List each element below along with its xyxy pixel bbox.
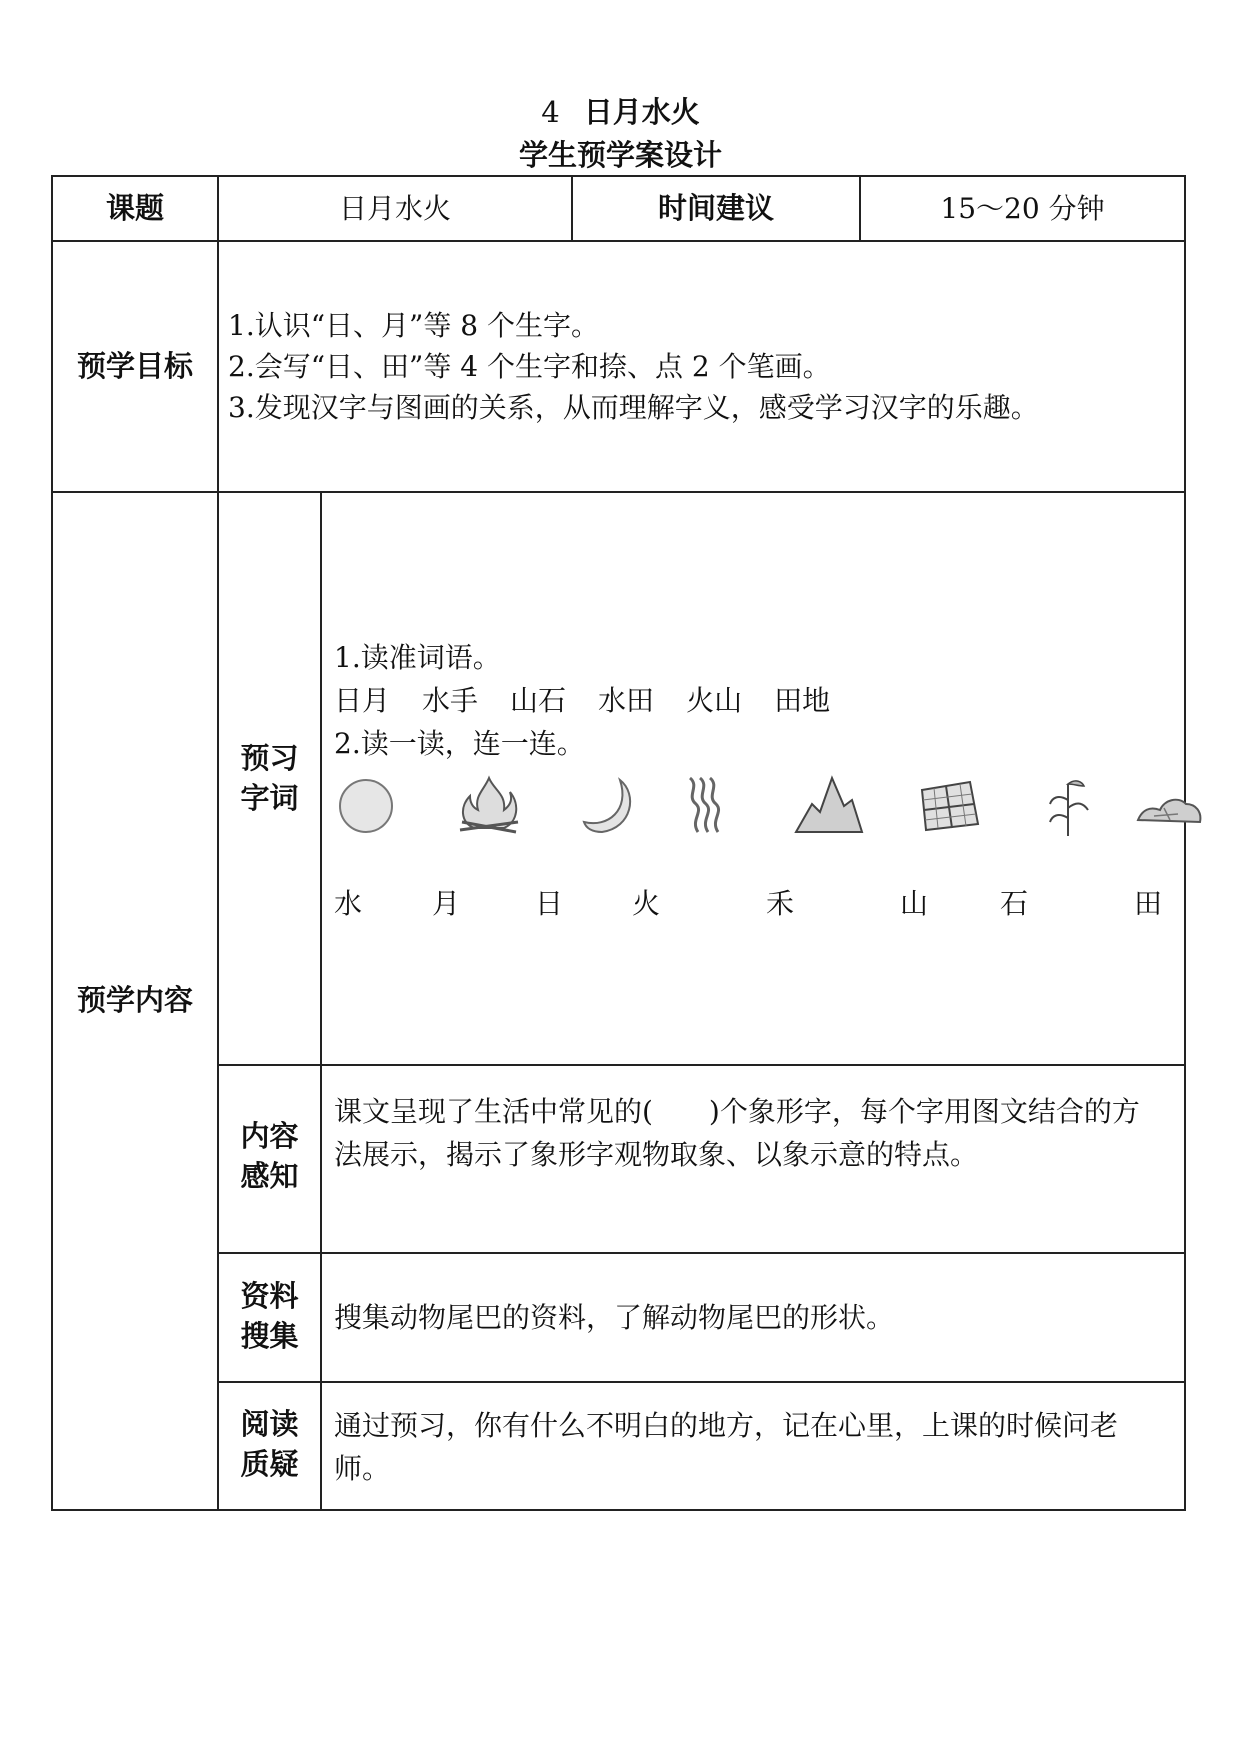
- grain-plant-icon: [1034, 770, 1104, 840]
- word-item: 日月: [334, 684, 391, 717]
- field-icon: [914, 770, 984, 840]
- mountain-icon: [794, 770, 864, 840]
- perception-label-line1: 内容: [240, 1119, 299, 1153]
- word-item: 火山: [686, 684, 743, 717]
- character-item: 田: [1134, 887, 1163, 920]
- preview-label: [219, 738, 320, 818]
- matching-characters: [0, 882, 1241, 922]
- word-item: 山石: [510, 684, 567, 717]
- topic-value: 日月水火: [338, 192, 451, 225]
- topic-label: 课题: [105, 191, 164, 225]
- character-item: 山: [900, 887, 929, 920]
- question-label-line1: 阅读: [240, 1407, 299, 1441]
- character-item: 月: [432, 887, 461, 920]
- question-text: 通过预习，你有什么不明白的地方，记在心里，上课的时候问老师。: [334, 1409, 1119, 1485]
- goals-list: [228, 305, 1039, 428]
- document-subtitle: 学生预学案设计: [518, 138, 722, 172]
- goal-item: 2.会写“日、田”等 4 个生字和捺、点 2 个笔画。: [228, 350, 831, 383]
- sun-icon: [334, 770, 404, 840]
- water-icon: [674, 770, 744, 840]
- time-label: 时间建议: [657, 191, 774, 225]
- fire-icon: [454, 770, 524, 840]
- character-item: 日: [535, 887, 564, 920]
- character-item: 火: [632, 887, 661, 920]
- preview-words: [334, 636, 862, 765]
- word-item: 水田: [598, 684, 655, 717]
- content-label: 预学内容: [76, 983, 193, 1017]
- perception-label-line2: 感知: [240, 1159, 299, 1193]
- collect-text: 搜集动物尾巴的资料，了解动物尾巴的形状。: [334, 1301, 895, 1334]
- perception-text: 课文呈现了生活中常见的( )个象形字，每个字用图文结合的方法展示，揭示了象形字观物取象、以象示意的特点。: [334, 1095, 1140, 1171]
- question-label-line2: 质疑: [240, 1447, 299, 1481]
- character-item: 禾: [766, 887, 795, 920]
- task-match: 2.读一读，连一连。: [334, 727, 585, 760]
- goal-item: 3.发现汉字与图画的关系，从而理解字义，感受学习汉字的乐趣。: [228, 391, 1039, 424]
- word-item: 田地: [774, 684, 831, 717]
- preview-label-line2: 字词: [240, 781, 299, 815]
- collect-label: [219, 1276, 320, 1356]
- moon-icon: [574, 770, 644, 840]
- stone-icon: [1134, 770, 1204, 840]
- task-read-words: 1.读准词语。: [334, 641, 501, 674]
- character-item: 石: [1000, 887, 1029, 920]
- question-label: [219, 1404, 320, 1484]
- goals-label: 预学目标: [76, 349, 193, 383]
- collect-label-line1: 资料: [240, 1279, 299, 1313]
- character-item: 水: [334, 887, 363, 920]
- word-list: [334, 679, 862, 722]
- goal-item: 1.认识“日、月”等 8 个生字。: [228, 309, 599, 342]
- matching-pictures: [334, 770, 1174, 840]
- collect-label-line2: 搜集: [240, 1319, 299, 1353]
- lesson-title: [0, 90, 1241, 131]
- time-value: 15～20 分钟: [940, 192, 1105, 225]
- perception-label: [219, 1116, 320, 1196]
- lesson-number: 4: [541, 95, 560, 129]
- lesson-title-text: 日月水火: [583, 95, 700, 129]
- preview-label-line1: 预习: [240, 741, 299, 775]
- word-item: 水手: [422, 684, 479, 717]
